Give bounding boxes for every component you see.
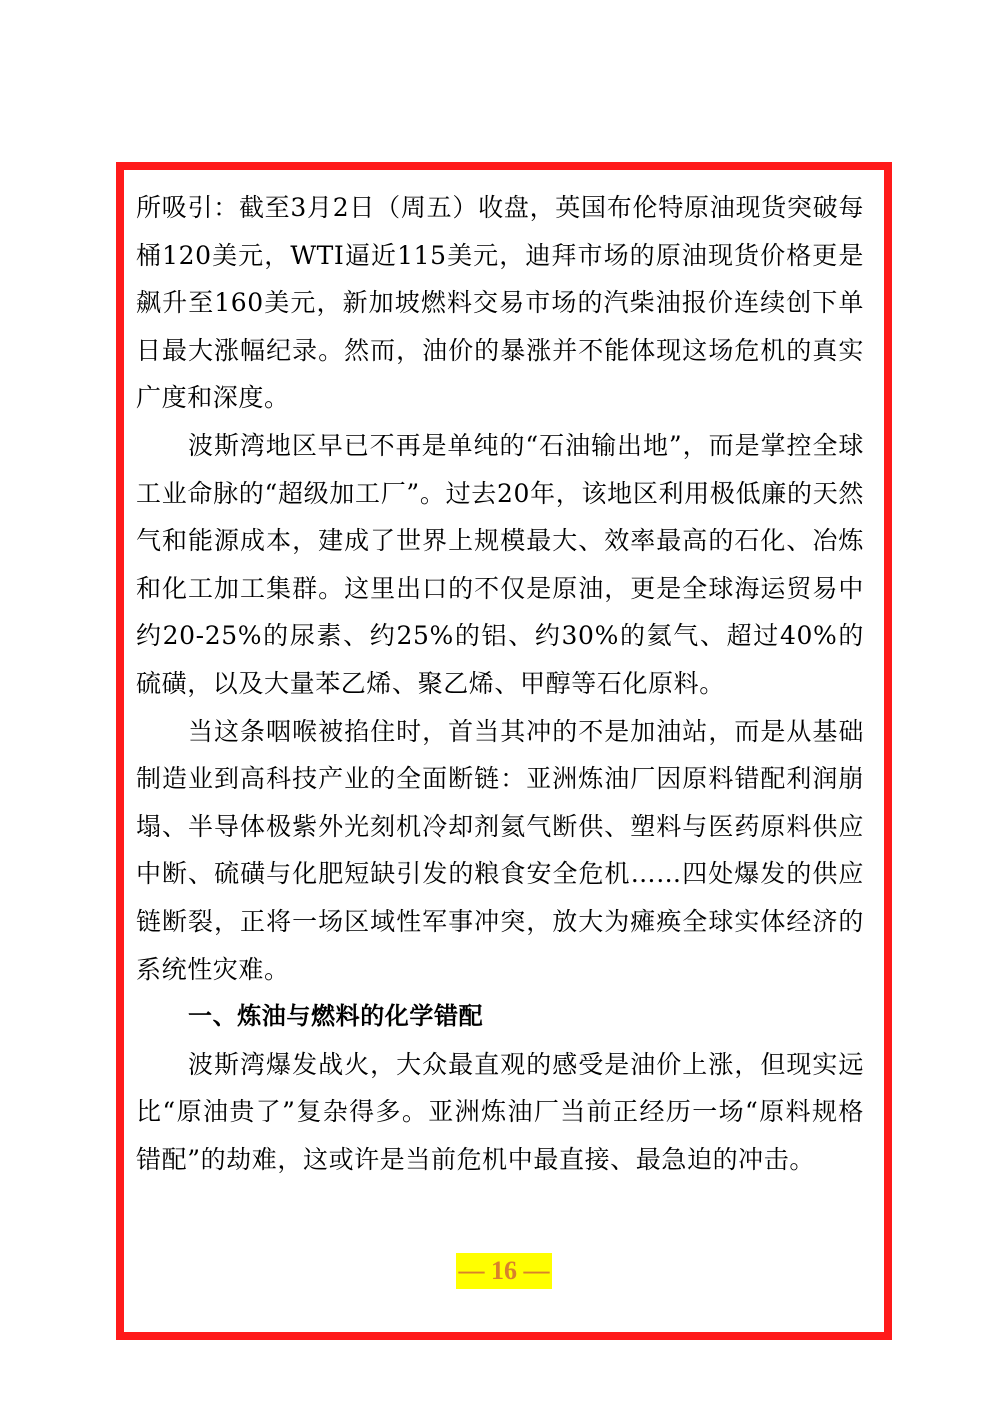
section-heading: 一、炼油与燃料的化学错配 [188, 1002, 484, 1031]
paragraph-oil-prices: 所吸引：截至3月2日（周五）收盘，英国布伦特原油现货突破每桶120美元，WTI逼近115美元，迪拜市场的原油现货价格更是飙升至160美元，新加坡燃料交易市场的汽柴油报价连续创下单日最大涨幅纪录。然而，油价的暴涨并不能体现这场危机的真实广度和深度。 [136, 193, 864, 413]
page-number: — 16 — [456, 1253, 552, 1289]
paragraph-refinery-mismatch: 波斯湾爆发战火，大众最直观的感受是油价上涨，但现实远比“原油贵了”复杂得多。亚洲炼油厂当前正经历一场“原料规格错配”的劫难，这或许是当前危机中最直接、最急迫的冲击。 [136, 1049, 864, 1174]
document-body [136, 184, 864, 1183]
paragraph-supply-chain: 当这条咽喉被掐住时，首当其冲的不是加油站，而是从基础制造业到高科技产业的全面断链：亚洲炼油厂因原料错配利润崩塌、半导体极紫外光刻机冷却剂氦气断供、塑料与医药原料供应中断、硫磺与化肥短缺引发的粮食安全危机……四处爆发的供应链断裂，正将一场区域性军事冲突，放大为瘫痪全球实体经济的系统性灾难。 [136, 716, 864, 984]
paragraph-super-factory: 波斯湾地区早已不再是单纯的“石油输出地”，而是掌控全球工业命脉的“超级加工厂”。过去20年，该地区利用极低廉的天然气和能源成本，建成了世界上规模最大、效率最高的石化、冶炼和化工加工集群。这里出口的不仅是原油，更是全球海运贸易中约20-25%的尿素、约25%的铝、约30%的氦气、超过40%的硫磺，以及大量苯乙烯、聚乙烯、甲醇等石化原料。 [136, 430, 864, 698]
